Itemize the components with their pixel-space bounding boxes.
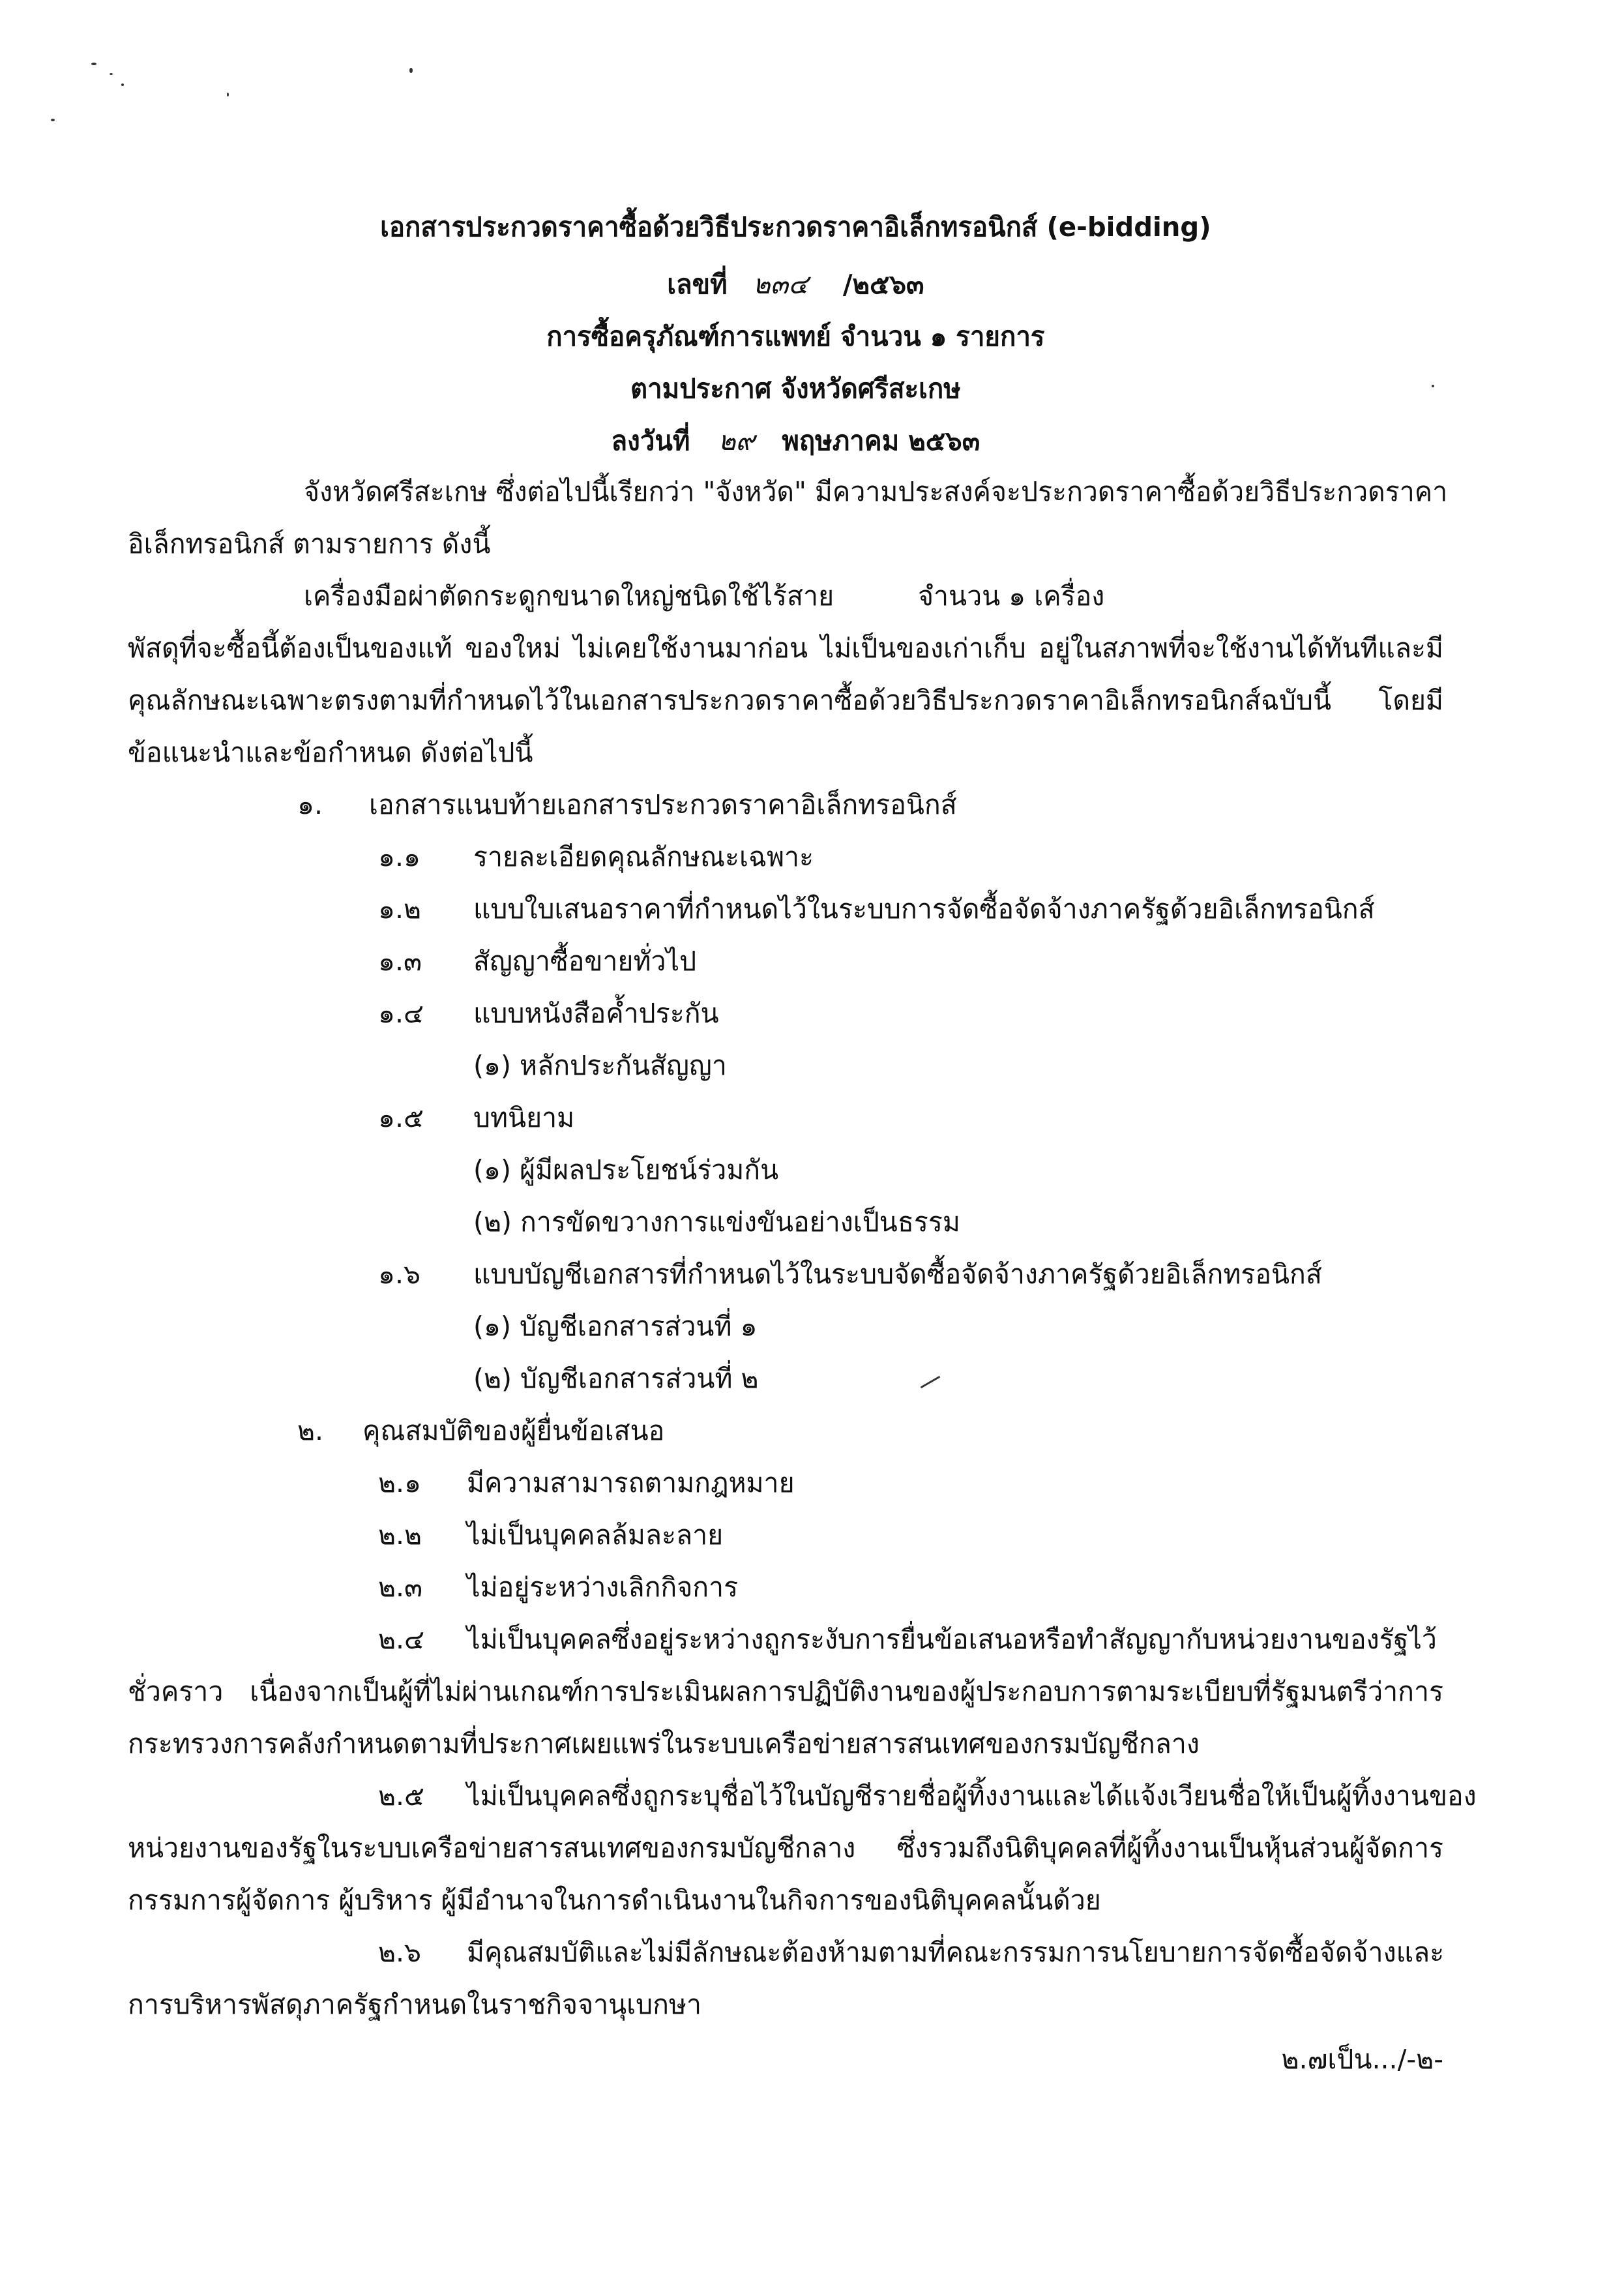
condition-line-1: พัสดุที่จะซื้อนี้ต้องเป็นของแท้ ของใหม่ ไม่เคยใช้งานมาก่อน ไม่เป็นของเก่าเก็บ อยู่ในสภาพที่จะใช้งานได้ทันทีและมี	[128, 633, 1443, 664]
item-1-2-number: ๑.๒	[378, 893, 422, 925]
item-2-5-line-1: ไม่เป็นบุคคลซึ่งถูกระบุชื่อไว้ในบัญชีรายชื่อผู้ทิ้งงานและได้แจ้งเวียนชื่อให้เป็นผู้ทิ้งงานของ	[467, 1780, 1477, 1811]
item-2-4-number: ๒.๔	[378, 1624, 425, 1655]
item-1-6-text: แบบบัญชีเอกสารที่กำหนดไว้ในระบบจัดซื้อจัดจ้างภาครัฐด้วยอิเล็กทรอนิกส์	[473, 1259, 1322, 1290]
item-2-1-number: ๒.๑	[378, 1467, 422, 1498]
item-2-6-number: ๒.๖	[378, 1937, 422, 1968]
handwritten-day: ๒๙	[718, 425, 755, 456]
section-2-number: ๒.	[297, 1415, 324, 1446]
item-2-1-text: มีความสามารถตามกฎหมาย	[467, 1467, 795, 1498]
document-title: เอกสารประกวดราคาซื้อด้วยวิธีประกวดราคาอิเล็กทรอนิกส์ (e-bidding)	[380, 211, 1211, 243]
item-1-5-sub-1: (๑) ผู้มีผลประโยชน์ร่วมกัน	[473, 1154, 779, 1185]
item-1-5-sub-2: (๒) การขัดขวางการแข่งขันอย่างเป็นธรรม	[473, 1206, 960, 1238]
item-quantity: จำนวน ๑ เครื่อง	[918, 580, 1105, 612]
item-2-4-line-2: ชั่วคราว เนื่องจากเป็นผู้ที่ไม่ผ่านเกณฑ์การประเมินผลการปฏิบัติงานของผู้ประกอบการตามระเบียบที่รัฐมนตรีว่าการ	[128, 1676, 1443, 1707]
page-continuation: ๒.๗เป็น.../-๒-	[1281, 2044, 1443, 2075]
item-1-2-text: แบบใบเสนอราคาที่กำหนดไว้ในระบบการจัดซื้อจัดจ้างภาครัฐด้วยอิเล็กทรอนิกส์	[473, 893, 1375, 925]
number-year: /๒๕๖๓	[842, 269, 924, 300]
item-1-6-number: ๑.๖	[378, 1259, 421, 1290]
item-1-3-text: สัญญาซื้อขายทั่วไป	[473, 946, 697, 977]
section-2-title: คุณสมบัติของผู้ยื่นข้อเสนอ	[362, 1415, 665, 1446]
section-1-title: เอกสารแนบท้ายเอกสารประกวดราคาอิเล็กทรอนิกส์	[369, 789, 957, 820]
item-2-3-text: ไม่อยู่ระหว่างเลิกกิจการ	[467, 1572, 739, 1603]
handwritten-number: ๒๓๔	[753, 269, 808, 300]
announcement-line: ตามประกาศ จังหวัดศรีสะเกษ	[630, 373, 961, 404]
date-month-year: พฤษภาคม ๒๕๖๓	[782, 425, 981, 456]
item-1-4-number: ๑.๔	[378, 998, 424, 1029]
scan-speck	[921, 1376, 941, 1389]
item-2-6-line-2: การบริหารพัสดุภาครัฐกำหนดในราชกิจจานุเบกษา	[128, 1989, 702, 2020]
item-1-5-text: บทนิยาม	[473, 1102, 575, 1133]
item-2-5-line-2: หน่วยงานของรัฐในระบบเครือข่ายสารสนเทศของกรมบัญชีกลาง ซึ่งรวมถึงนิติบุคคลที่ผู้ทิ้งงานเป็นหุ้นส่วนผู้จัดการ	[128, 1832, 1443, 1864]
item-1-1-text: รายละเอียดคุณลักษณะเฉพาะ	[473, 841, 814, 872]
intro-line-2: อิเล็กทรอนิกส์ ตามรายการ ดังนี้	[128, 528, 491, 559]
item-2-6-line-1: มีคุณสมบัติและไม่มีลักษณะต้องห้ามตามที่คณะกรรมการนโยบายการจัดซื้อจัดจ้างและ	[467, 1937, 1445, 1968]
item-2-3-number: ๒.๓	[378, 1572, 423, 1603]
item-1-6-sub-2: (๒) บัญชีเอกสารส่วนที่ ๒	[473, 1363, 759, 1394]
condition-line-3: ข้อแนะนำและข้อกำหนด ดังต่อไปนี้	[128, 737, 533, 768]
item-2-4-line-1: ไม่เป็นบุคคลซึ่งอยู่ระหว่างถูกระงับการยื่นข้อเสนอหรือทำสัญญากับหน่วยงานของรัฐไว้	[467, 1624, 1437, 1655]
condition-line-2: คุณลักษณะเฉพาะตรงตามที่กำหนดไว้ในเอกสารประกวดราคาซื้อด้วยวิธีประกวดราคาอิเล็กทรอนิกส์ฉบับนี้ โดยมี	[128, 685, 1443, 716]
item-1-4-text: แบบหนังสือค้ำประกัน	[473, 998, 719, 1029]
item-name: เครื่องมือผ่าตัดกระดูกขนาดใหญ่ชนิดใช้ไร้สาย	[304, 580, 834, 612]
scan-speck	[91, 63, 96, 65]
item-1-6-sub-1: (๑) บัญชีเอกสารส่วนที่ ๑	[473, 1311, 758, 1342]
item-1-1-number: ๑.๑	[378, 841, 421, 872]
scan-speck	[121, 83, 124, 86]
item-2-4-line-3: กระทรวงการคลังกำหนดตามที่ประกาศเผยแพร่ในระบบเครือข่ายสารสนเทศของกรมบัญชีกลาง	[128, 1728, 1200, 1759]
intro-line-1: จังหวัดศรีสะเกษ ซึ่งต่อไปนี้เรียกว่า "จังหวัด" มีความประสงค์จะประกวดราคาซื้อด้วยวิธีประกวดราคา	[304, 476, 1448, 507]
item-1-4-sub-1: (๑) หลักประกันสัญญา	[473, 1050, 727, 1081]
document-number-line	[0, 265, 1591, 304]
item-2-2-text: ไม่เป็นบุคคลล้มละลาย	[467, 1519, 724, 1551]
item-2-2-number: ๒.๒	[378, 1519, 422, 1551]
subject-line: การซื้อครุภัณฑ์การแพทย์ จำนวน ๑ รายการ	[546, 321, 1045, 352]
item-2-5-line-3: กรรมการผู้จัดการ ผู้บริหาร ผู้มีอำนาจในการดำเนินงานในกิจการของนิติบุคคลนั้นด้วย	[128, 1885, 1101, 1916]
scan-speck	[409, 68, 413, 73]
item-2-5-number: ๒.๕	[378, 1780, 425, 1811]
item-1-3-number: ๑.๓	[378, 946, 422, 977]
scan-speck	[227, 93, 229, 97]
number-label: เลขที่	[667, 269, 728, 300]
date-label: ลงวันที่	[611, 425, 690, 456]
item-1-5-number: ๑.๕	[378, 1102, 424, 1133]
section-1-number: ๑.	[297, 789, 323, 820]
date-line	[0, 421, 1591, 460]
scan-speck	[51, 119, 55, 121]
scan-speck	[110, 73, 113, 75]
